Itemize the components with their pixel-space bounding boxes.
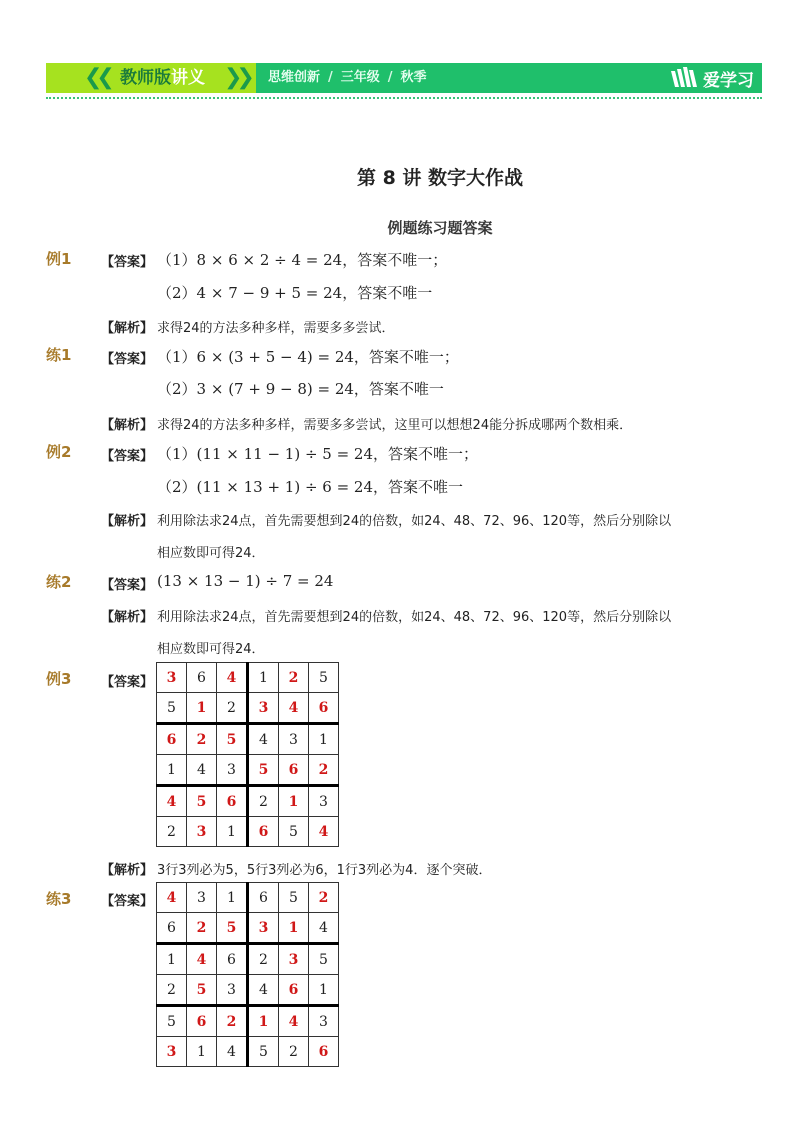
sudoku-cell: 2: [248, 786, 279, 817]
brand-logo: [669, 66, 754, 90]
sudoku-cell: 6: [309, 693, 339, 724]
sudoku-cell: 1: [217, 817, 248, 847]
answer-tag: 【答案】: [101, 352, 154, 367]
sudoku-cell: 3: [309, 1006, 339, 1037]
analysis-text: 利用除法求24点，首先需要想到24的倍数，如24、48、72、96、120等，然后分别除以: [157, 514, 672, 529]
answer-tag: 【答案】: [101, 675, 154, 690]
sudoku-cell: 2: [279, 663, 309, 693]
sudoku-cell: 1: [309, 724, 339, 755]
page-title: 第 8 讲 数字大作战: [356, 167, 524, 189]
sudoku-row: [157, 1037, 339, 1067]
example-label: 例1: [46, 250, 72, 268]
answer-line: （2）4 × 7 − 9 + 5 = 24，答案不唯一: [157, 284, 433, 302]
sudoku-cell: 5: [157, 1006, 187, 1037]
sudoku-cell: 6: [157, 724, 187, 755]
section-subtitle: 例题练习题答案: [387, 219, 493, 237]
sudoku-row: [157, 663, 339, 693]
sudoku-cell: 1: [309, 975, 339, 1006]
example-label: 例3: [46, 670, 72, 688]
logo-text: 爱学习: [703, 70, 754, 91]
sudoku-cell: 3: [248, 693, 279, 724]
sudoku-cell: 5: [248, 755, 279, 786]
sudoku-cell: 3: [248, 913, 279, 944]
sudoku-cell: 6: [187, 663, 217, 693]
sudoku-cell: 3: [279, 724, 309, 755]
sudoku-grid: [156, 882, 339, 1067]
header-divider: [46, 97, 762, 99]
sudoku-row: [157, 913, 339, 944]
sudoku-cell: 1: [187, 1037, 217, 1067]
sudoku-row: [157, 817, 339, 847]
sudoku-cell: 5: [217, 913, 248, 944]
answer-line: （2）(11 × 13 + 1) ÷ 6 = 24，答案不唯一: [157, 478, 464, 496]
sudoku-cell: 1: [248, 663, 279, 693]
sudoku-cell: 6: [217, 944, 248, 975]
header-title: 教师版讲义: [120, 68, 205, 88]
sudoku-cell: 4: [309, 817, 339, 847]
sudoku-cell: 2: [187, 913, 217, 944]
sudoku-cell: 2: [157, 817, 187, 847]
sudoku-cell: 2: [248, 944, 279, 975]
sudoku-cell: 4: [157, 786, 187, 817]
sudoku-cell: 2: [157, 975, 187, 1006]
sudoku-cell: 5: [279, 817, 309, 847]
sudoku-cell: 6: [248, 883, 279, 913]
analysis-text: 相应数即可得24．: [157, 642, 265, 657]
sudoku-cell: 6: [157, 913, 187, 944]
answer-line: (13 × 13 − 1) ÷ 7 = 24: [157, 572, 334, 590]
sudoku-cell: 6: [217, 786, 248, 817]
sudoku-cell: 4: [248, 975, 279, 1006]
analysis-text: 3行3列必为5，5行3列必为6，1行3列必为4．逐个突破．: [157, 863, 492, 878]
sudoku-cell: 4: [187, 944, 217, 975]
sudoku-cell: 4: [217, 663, 248, 693]
answer-tag: 【答案】: [101, 449, 154, 464]
double-chevron-left-icon: ❮❮: [84, 65, 109, 90]
sudoku-cell: 2: [309, 755, 339, 786]
sudoku-cell: 1: [248, 1006, 279, 1037]
practice-label: 练2: [46, 573, 72, 591]
sudoku-cell: 4: [248, 724, 279, 755]
breadcrumb-item: 思维创新: [268, 70, 321, 85]
sudoku-cell: 4: [187, 755, 217, 786]
sudoku-cell: 5: [157, 693, 187, 724]
sudoku-cell: 3: [217, 755, 248, 786]
sudoku-cell: 4: [217, 1037, 248, 1067]
analysis-text: 利用除法求24点，首先需要想到24的倍数，如24、48、72、96、120等，然后分别除以: [157, 610, 672, 625]
analysis-tag: 【解析】: [101, 514, 154, 529]
analysis-text: 相应数即可得24．: [157, 546, 265, 561]
answer-tag: 【答案】: [101, 894, 154, 909]
sudoku-cell: 5: [309, 944, 339, 975]
analysis-text: 求得24的方法多种多样，需要多多尝试．: [157, 321, 395, 336]
practice-label: 练1: [46, 346, 72, 364]
sudoku-row: [157, 1006, 339, 1037]
sudoku-cell: 3: [187, 817, 217, 847]
analysis-tag: 【解析】: [101, 610, 154, 625]
header-bar: [46, 63, 762, 93]
sudoku-cell: 4: [279, 693, 309, 724]
analysis-tag: 【解析】: [101, 863, 154, 878]
sudoku-row: [157, 944, 339, 975]
double-chevron-right-icon: ❯❯: [224, 65, 249, 90]
practice-label: 练3: [46, 890, 72, 908]
example-label: 例2: [46, 443, 72, 461]
sudoku-cell: 6: [187, 1006, 217, 1037]
sudoku-cell: 3: [217, 975, 248, 1006]
sudoku-cell: 3: [157, 663, 187, 693]
sudoku-cell: 6: [279, 975, 309, 1006]
sudoku-cell: 2: [217, 1006, 248, 1037]
answer-tag: 【答案】: [101, 255, 154, 270]
sudoku-cell: 1: [157, 944, 187, 975]
sudoku-cell: 5: [309, 663, 339, 693]
sudoku-cell: 5: [187, 786, 217, 817]
sudoku-cell: 3: [309, 786, 339, 817]
answer-line: （1）(11 × 11 − 1) ÷ 5 = 24，答案不唯一；: [157, 445, 479, 463]
analysis-tag: 【解析】: [101, 321, 154, 336]
sudoku-cell: 2: [217, 693, 248, 724]
sudoku-cell: 6: [248, 817, 279, 847]
sudoku-cell: 1: [279, 913, 309, 944]
sudoku-cell: 6: [279, 755, 309, 786]
sudoku-cell: 5: [248, 1037, 279, 1067]
sudoku-cell: 2: [279, 1037, 309, 1067]
sudoku-cell: 1: [279, 786, 309, 817]
answer-line: （1）8 × 6 × 2 ÷ 4 = 24，答案不唯一；: [157, 251, 448, 269]
sudoku-cell: 4: [309, 913, 339, 944]
sudoku-cell: 1: [217, 883, 248, 913]
sudoku-cell: 6: [309, 1037, 339, 1067]
analysis-tag: 【解析】: [101, 418, 154, 433]
sudoku-cell: 3: [279, 944, 309, 975]
breadcrumb: 思维创新 / 三年级 / 秋季: [268, 70, 427, 85]
sudoku-row: [157, 724, 339, 755]
sudoku-cell: 3: [187, 883, 217, 913]
sudoku-cell: 1: [157, 755, 187, 786]
sudoku-row: [157, 693, 339, 724]
answer-tag: 【答案】: [101, 578, 154, 593]
answer-line: （1）6 × (3 + 5 − 4) = 24，答案不唯一；: [157, 348, 459, 366]
sudoku-grid: [156, 662, 339, 847]
logo-stripes-icon: [669, 67, 699, 89]
sudoku-cell: 4: [157, 883, 187, 913]
sudoku-row: [157, 786, 339, 817]
sudoku-row: [157, 883, 339, 913]
sudoku-row: [157, 755, 339, 786]
sudoku-cell: 2: [187, 724, 217, 755]
sudoku-cell: 4: [279, 1006, 309, 1037]
sudoku-cell: 5: [187, 975, 217, 1006]
sudoku-cell: 1: [187, 693, 217, 724]
sudoku-cell: 5: [279, 883, 309, 913]
analysis-text: 求得24的方法多种多样，需要多多尝试，这里可以想想24能分拆成哪两个数相乘．: [157, 418, 633, 433]
breadcrumb-item: 三年级: [340, 70, 380, 85]
sudoku-cell: 2: [309, 883, 339, 913]
sudoku-row: [157, 975, 339, 1006]
sudoku-cell: 3: [157, 1037, 187, 1067]
answer-line: （2）3 × (7 + 9 − 8) = 24，答案不唯一: [157, 380, 444, 398]
breadcrumb-item: 秋季: [400, 70, 427, 85]
sudoku-cell: 5: [217, 724, 248, 755]
